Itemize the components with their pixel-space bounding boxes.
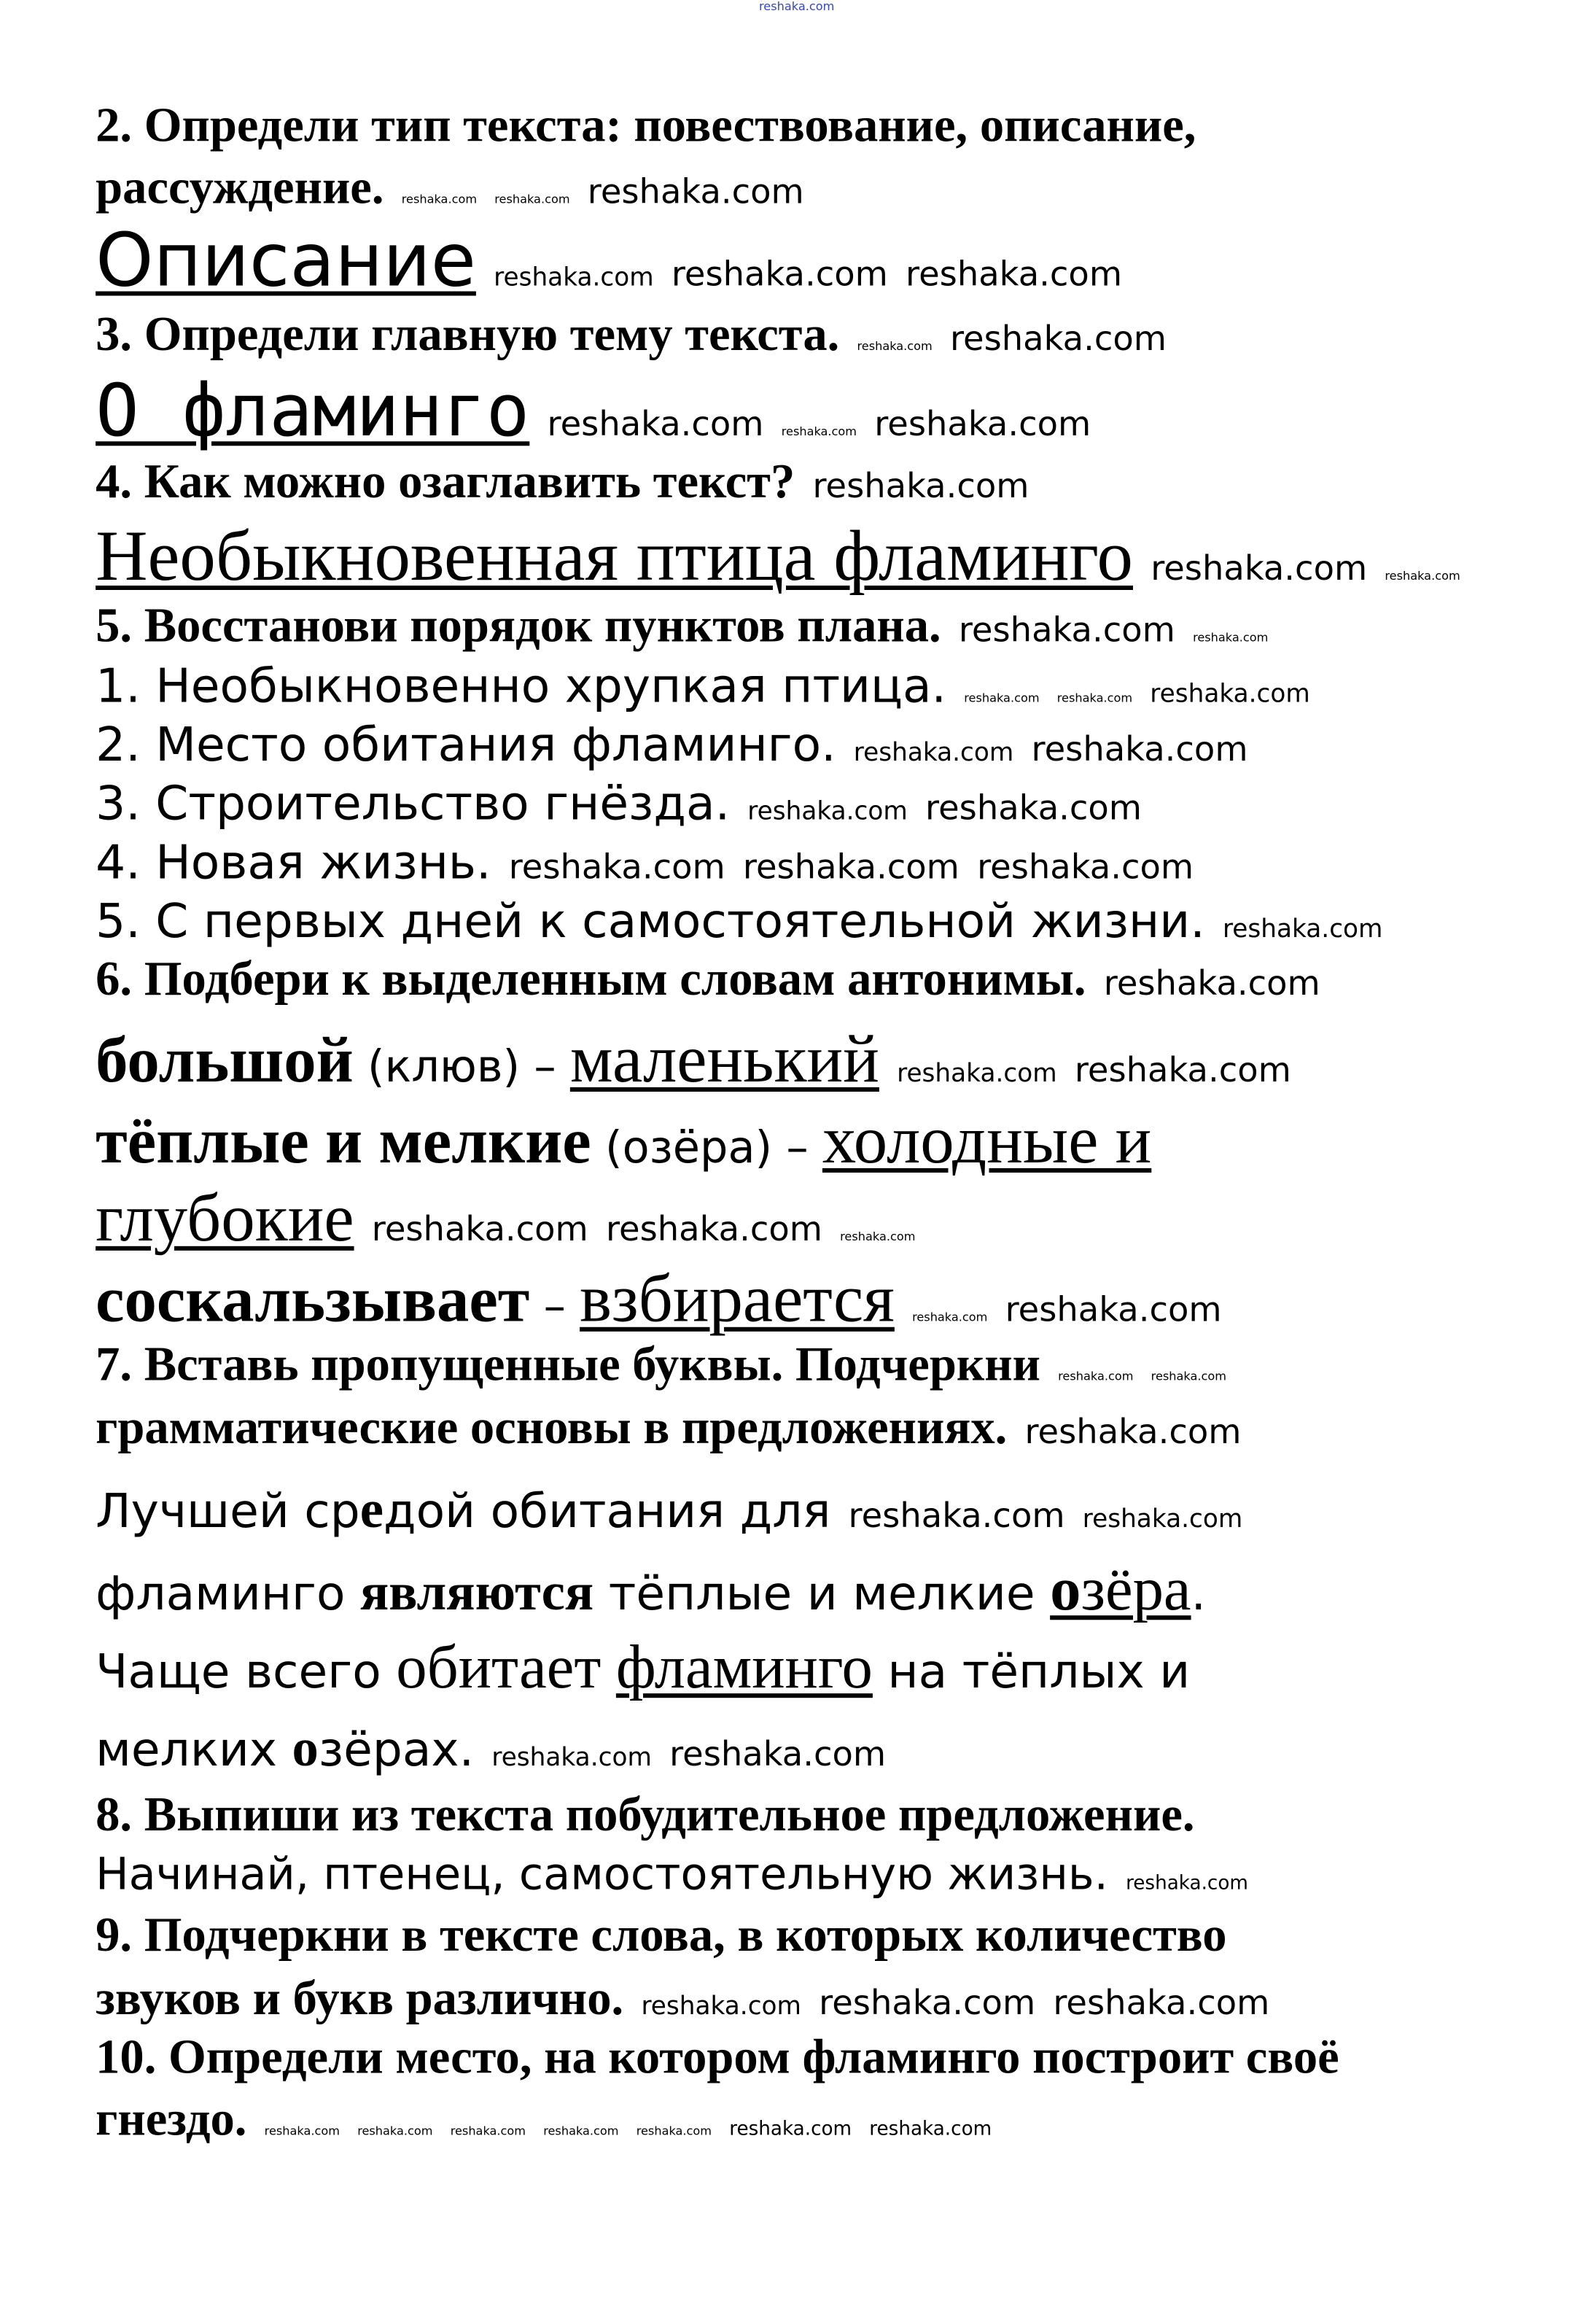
- plan-item-text: 5. С первых дней к самостоятельной жизни.: [96, 893, 1205, 949]
- text: .: [1191, 1565, 1207, 1622]
- watermark: reshaka.com: [857, 340, 933, 354]
- watermark: reshaka.com: [1126, 1873, 1248, 1895]
- q9-question-line1-text: 9. Подчеркни в тексте слова, в которых количество: [96, 1909, 1227, 1963]
- highlighted-word: соскальзывает: [96, 1264, 530, 1336]
- plan-item-text: 3. Строительство гнёзда.: [96, 775, 731, 831]
- watermark: reshaka.com: [958, 612, 1175, 650]
- watermark: reshaka.com: [729, 2118, 852, 2141]
- watermark: reshaka.com: [491, 1743, 652, 1774]
- predicate: являются: [359, 1562, 594, 1622]
- highlighted-word: тёплые и мелкие: [96, 1105, 591, 1177]
- q7-question-line2: [96, 1402, 1242, 1456]
- inserted-letter: о: [292, 1718, 319, 1778]
- watermark: reshaka.com: [1074, 1052, 1291, 1090]
- watermark: reshaka.com: [848, 1497, 1065, 1537]
- antonym-pair-1: [96, 1021, 1291, 1097]
- antonym-pair-3: [96, 1260, 1222, 1336]
- watermark: reshaka.com: [747, 797, 908, 827]
- watermark: reshaka.com: [1222, 914, 1383, 945]
- plan-item: [96, 893, 1383, 949]
- watermark: reshaka.com: [925, 790, 1142, 828]
- inserted-letter: о: [1050, 1556, 1081, 1625]
- antonym: маленький: [569, 1021, 879, 1097]
- watermark: reshaka.com: [508, 849, 725, 887]
- watermark: reshaka.com: [812, 467, 1029, 507]
- context: (озёра) –: [591, 1122, 822, 1174]
- watermark: reshaka.com: [371, 1211, 588, 1249]
- antonym: взбирается: [580, 1260, 895, 1336]
- plan-item: [96, 716, 1248, 773]
- watermark: reshaka.com: [401, 193, 478, 206]
- watermark: reshaka.com: [605, 1211, 822, 1249]
- q3-question: 3. Определи главную тему текста.: [96, 308, 840, 362]
- q8-answer: Начинай, птенец, самостоятельную жизнь.: [96, 1849, 1108, 1901]
- q10-question-line2: [96, 2093, 992, 2147]
- q9-question-line2: [96, 1973, 1270, 2027]
- q8-question-line: [96, 1789, 1195, 1842]
- q10-question-line1: [96, 2032, 1339, 2085]
- text: на тёплых и: [872, 1643, 1191, 1700]
- q7-question-line2-text: грамматические основы в предложениях.: [96, 1402, 1008, 1456]
- watermark: reshaka.com: [671, 256, 888, 295]
- watermark: reshaka.com: [781, 425, 857, 439]
- q2-answer: Описание: [96, 217, 476, 303]
- watermark: reshaka.com: [264, 2124, 340, 2138]
- q4-answer: Необыкновенная птица фламинго: [96, 515, 1133, 597]
- text: тёплые и мелкие: [593, 1565, 1051, 1622]
- watermark: reshaka.com: [494, 263, 654, 293]
- text: фламинго: [96, 1565, 360, 1622]
- q3-answer: О фламинго: [96, 369, 530, 454]
- watermark: reshaka.com: [1058, 1370, 1134, 1383]
- watermark: reshaka.com: [840, 1230, 916, 1243]
- highlighted-word: большой: [96, 1024, 354, 1097]
- q2-question-line1-text: 2. Определи тип текста: повествование, описание,: [96, 100, 1196, 153]
- watermark: reshaka.com: [1151, 1370, 1226, 1383]
- watermark: reshaka.com: [906, 256, 1123, 295]
- watermark: reshaka.com: [874, 405, 1091, 445]
- watermark: reshaka.com: [1031, 731, 1248, 770]
- q3-answer-line: [96, 369, 1091, 454]
- watermark: reshaka.com: [1193, 631, 1269, 645]
- watermark: reshaka.com: [1150, 680, 1310, 710]
- watermark: reshaka.com: [587, 174, 804, 212]
- watermark: reshaka.com: [742, 849, 959, 887]
- sentence-4: [96, 1718, 887, 1778]
- antonym-pair-2: [96, 1102, 1152, 1177]
- q7-question-line1-text: 7. Вставь пропущенные буквы. Подчеркни: [96, 1338, 1040, 1392]
- q8-question: 8. Выпиши из текста побудительное предложение.: [96, 1789, 1195, 1842]
- text: Лучшей ср: [96, 1483, 360, 1539]
- watermark: reshaka.com: [450, 2124, 526, 2138]
- watermark: reshaka.com: [543, 2124, 619, 2138]
- q6-question: 6. Подбери к выделенным словам антонимы.: [96, 953, 1086, 1006]
- watermark: reshaka.com: [819, 1984, 1036, 2024]
- q10-question-line1-text: 10. Определи место, на котором фламинго построит своё: [96, 2032, 1339, 2085]
- inserted-letter: е: [359, 1480, 384, 1539]
- watermark: reshaka.com: [357, 2124, 433, 2138]
- text: зёрах.: [318, 1721, 475, 1778]
- q2-question-line2: [96, 161, 804, 215]
- watermark: reshaka.com: [669, 1736, 887, 1775]
- q2-question-line1: [96, 100, 1196, 153]
- watermark: reshaka.com: [547, 405, 764, 445]
- q9-question-line2-text: звуков и букв различно.: [96, 1973, 624, 2027]
- text: [601, 1644, 616, 1700]
- watermark: reshaka.com: [1005, 1291, 1222, 1330]
- plan-item: [96, 657, 1310, 714]
- antonym-continued: глубокие: [96, 1180, 354, 1255]
- plan-item: [96, 775, 1142, 831]
- antonym: холодные и: [822, 1102, 1152, 1177]
- watermark: reshaka.com: [897, 1059, 1057, 1089]
- predicate: обитает: [396, 1634, 602, 1703]
- watermark: reshaka.com: [494, 193, 570, 206]
- context: –: [529, 1281, 580, 1333]
- q4-question-line: [96, 456, 1029, 510]
- q2-answer-line: [96, 217, 1123, 303]
- text: дой обитания для: [384, 1483, 831, 1539]
- watermark: reshaka.com: [1082, 1504, 1243, 1535]
- watermark: reshaka.com: [1151, 550, 1368, 589]
- q10-question-line2-text: гнездо.: [96, 2093, 247, 2147]
- plan-item-text: 4. Новая жизнь.: [96, 834, 491, 890]
- antonym-continued-line: [96, 1180, 916, 1255]
- subject: фламинго: [615, 1634, 873, 1703]
- watermark: reshaka.com: [1053, 1984, 1270, 2024]
- q8-answer-line: [96, 1849, 1248, 1901]
- watermark: reshaka.com: [853, 738, 1014, 769]
- watermark: reshaka.com: [641, 1992, 801, 2022]
- q4-answer-line: [96, 515, 1460, 597]
- context: (клюв) –: [353, 1041, 570, 1094]
- plan-item: [96, 834, 1194, 890]
- q7-question-line1: [96, 1338, 1226, 1392]
- q4-question: 4. Как можно озаглавить текст?: [96, 456, 795, 510]
- watermark: reshaka.com: [636, 2124, 712, 2138]
- q9-question-line1: [96, 1909, 1227, 1963]
- watermark: reshaka.com: [1103, 965, 1320, 1003]
- header-watermark: reshaka.com: [759, 0, 835, 14]
- sentence-3: [96, 1634, 1191, 1703]
- sentence-2: [96, 1556, 1207, 1625]
- text: мелких: [96, 1721, 292, 1778]
- watermark: reshaka.com: [964, 691, 1040, 705]
- q2-question-line2-text: рассуждение.: [96, 161, 384, 215]
- watermark: reshaka.com: [1385, 569, 1460, 583]
- watermark: reshaka.com: [869, 2118, 992, 2141]
- watermark: reshaka.com: [949, 320, 1167, 360]
- watermark: reshaka.com: [1056, 691, 1133, 705]
- watermark: reshaka.com: [1024, 1413, 1242, 1453]
- watermark: reshaka.com: [977, 849, 1194, 887]
- q5-question-line: [96, 600, 1269, 653]
- sentence-1: [96, 1480, 1243, 1539]
- plan-item-text: 1. Необыкновенно хрупкая птица.: [96, 657, 947, 714]
- subject: зёра: [1081, 1556, 1191, 1625]
- plan-item-text: 2. Место обитания фламинго.: [96, 716, 836, 773]
- text: Чаще всего: [96, 1643, 397, 1700]
- q6-question-line: [96, 953, 1320, 1006]
- watermark: reshaka.com: [912, 1310, 988, 1324]
- q5-question: 5. Восстанови порядок пунктов плана.: [96, 600, 941, 653]
- q3-question-line: [96, 308, 1167, 362]
